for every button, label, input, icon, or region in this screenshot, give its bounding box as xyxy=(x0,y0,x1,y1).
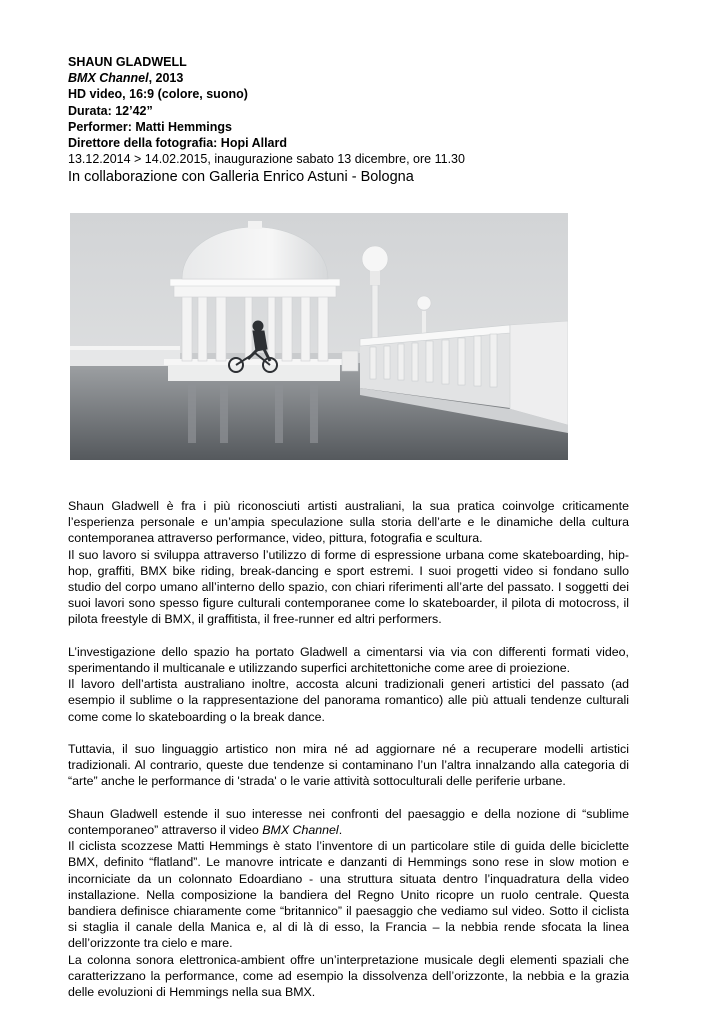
collaboration-note: In collaborazione con Galleria Enrico Astuni - Bologna xyxy=(68,169,414,186)
work-title-line xyxy=(68,70,668,86)
paragraph-text: Shaun Gladwell estende il suo interesse nei confronti del paesaggio e della nozione di “sublime contemporaneo” attraverso il video xyxy=(68,806,629,838)
video-format: HD video, 16:9 (colore, suono) xyxy=(68,87,248,102)
artist-name: SHAUN GLADWELL xyxy=(68,55,187,69)
director-of-photography: Direttore della fotografia: Hopi Allard xyxy=(68,136,288,151)
paragraph: La colonna sonora elettronica-ambient offre un’interpretazione musicale degli elementi spaziali che caratterizzano la performance, come ad esempio la dissolvenza dell’orizzonte, la nebbia e la grazia delle evoluzioni di Hemmings nella sua BMX. xyxy=(68,952,629,1000)
work-year: , 2013 xyxy=(148,71,184,86)
paragraph: Il lavoro dell’artista australiano inoltre, accosta alcuni tradizionali generi artistici del passato (ad esempio il sublime o la rappresentazione del panorama romantico) alle più attuali tendenze culturali come come lo skateboarding o la break dance. xyxy=(68,677,629,724)
paragraph xyxy=(68,806,629,838)
paragraph-text: . xyxy=(338,823,343,838)
work-title-inline: BMX Channel xyxy=(262,823,339,838)
work-info-header xyxy=(68,54,668,186)
work-title: BMX Channel xyxy=(68,71,149,86)
exhibition-dates: 13.12.2014 > 14.02.2015, inaugurazione sabato 13 dicembre, ore 11.30 xyxy=(68,152,465,167)
performer: Performer: Matti Hemmings xyxy=(68,119,232,134)
paragraph: Il suo lavoro si sviluppa attraverso l’utilizzo di forme di espressione urbana come skateboarding, hip-hop, graffiti, BMX bike riding, break-dancing e sport estremi. I suoi progetti video si fondano sullo studio del corpo umano all’interno dello spazio, con chiari riferimenti all’arte del passato. I soggetti dei suoi lavori sono spesso figure culturali contemporanee come lo skateboarder, il pilota di motocross, il pilota freestyle di BMX, il graffitista, il free-runner ed altri performers. xyxy=(68,547,629,627)
paragraph: Shaun Gladwell è fra i più riconosciuti artisti australiani, la sua pratica coinvolge criticamente l’esperienza personale e un’ampia speculazione sulla storia dell’arte e le dinamiche della cultura contemporanea attraverso performance, video, pittura, fotografia e scultura. xyxy=(68,499,629,546)
article-body xyxy=(68,498,629,1000)
paragraph: Il ciclista scozzese Matti Hemmings è stato l’inventore di un particolare stile di guida delle biciclette BMX, definito “flatland”. Le manovre intricate e danzanti di Hemmings sono rese in slow motion e incorniciate da un colonnato Edoardiano - una struttura situata dentro l’inquadratura della video installazione. Nella composizione la bandiera del Regno Unito ricopre un ruolo centrale. Questa bandiera definisce chiaramente come “britannico” il paesaggio che vediamo sul video. Sotto il ciclista si staglia il canale della Manica e, al di là di esso, la Francia – la nebbia rende sfocata la linea dell’orizzonte tra cielo e mare. xyxy=(68,839,629,951)
duration: Durata: 12’42” xyxy=(68,103,153,118)
paragraph: Tuttavia, il suo linguaggio artistico non mira né ad aggiornare né a recuperare modelli artistici tradizionali. Al contrario, queste due tendenze si contaminano l’un l’altra innalzando alla categoria di “arte” anche le performance di 'strada' o le varie attività sottoculturali delle periferie urbane. xyxy=(68,742,629,789)
bmx-channel-photo xyxy=(70,213,568,460)
paragraph: L’investigazione dello spazio ha portato Gladwell a cimentarsi via via con differenti formati video, sperimentando il multicanale e utilizzando superfici architettoniche come aree di proiezione. xyxy=(68,644,629,676)
